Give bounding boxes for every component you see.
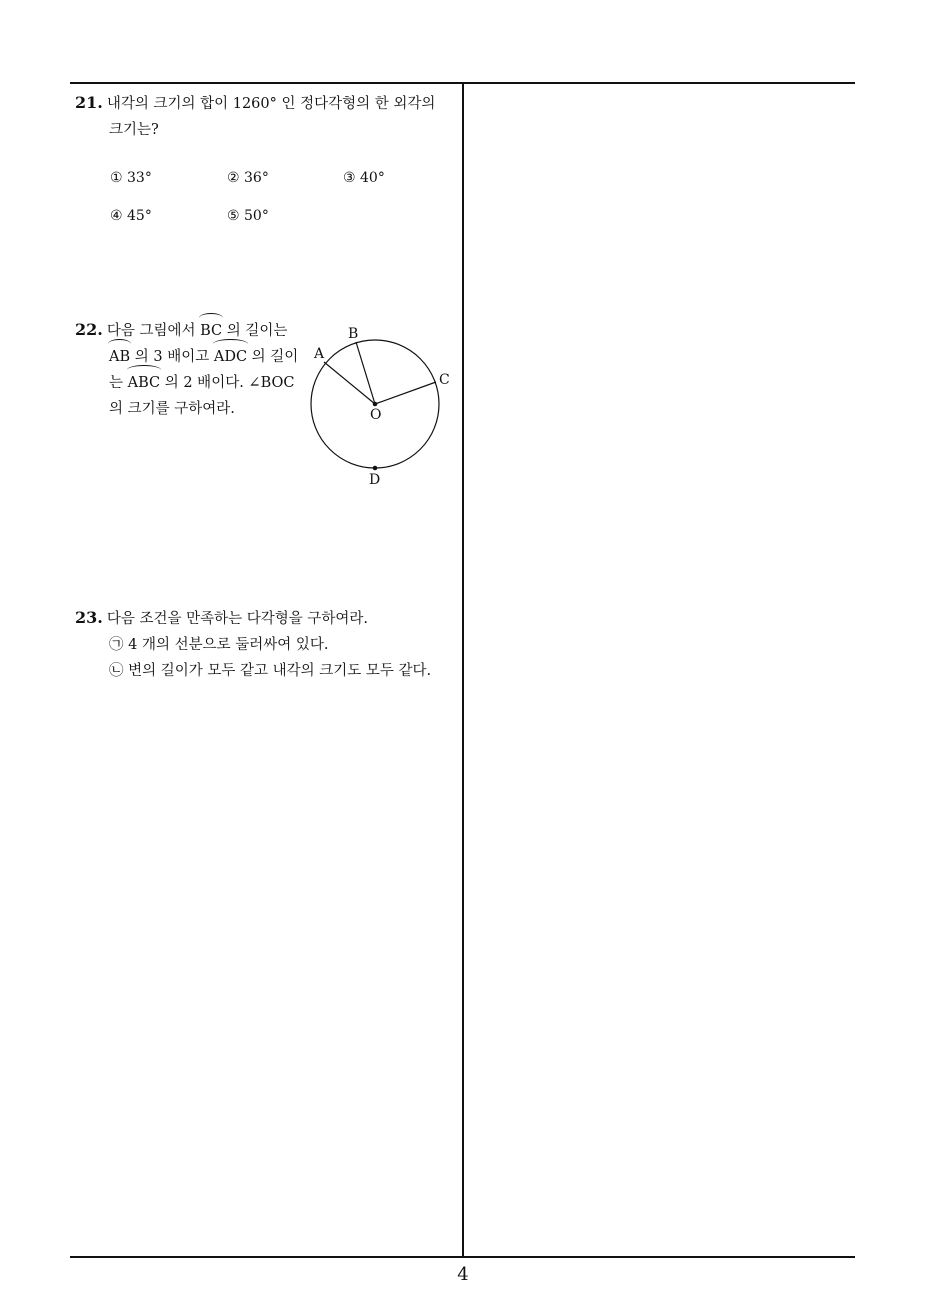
radius-oc <box>375 382 436 404</box>
question-text: 다음 조건을 만족하는 다각형을 구하여라. <box>106 611 369 627</box>
arc-ab-label: AB <box>109 344 130 370</box>
question-number: 21. <box>75 93 103 112</box>
question-text-cont: 크기는? <box>109 122 159 138</box>
choice-1[interactable]: ① 33° <box>110 170 152 186</box>
arc-bc-label: BC <box>200 318 222 344</box>
question-text: 내각의 크기의 합이 1260° 인 정다각형의 한 외각의 <box>106 96 436 112</box>
question-22 <box>75 317 305 422</box>
question-number: 22. <box>75 320 103 339</box>
question-23-line1 <box>75 605 460 632</box>
choice-4[interactable]: ④ 45° <box>110 208 152 224</box>
text: 다음 그림에서 <box>106 323 201 339</box>
page-number: 4 <box>457 1264 469 1285</box>
question-number: 23. <box>75 608 103 627</box>
label-a: A <box>314 346 325 362</box>
question-21-line1 <box>75 90 465 117</box>
column-divider <box>462 82 464 1258</box>
question-21 <box>75 90 465 143</box>
text: 는 <box>109 375 128 391</box>
label-b: B <box>348 326 359 342</box>
condition-2: ㉡ 변의 길이가 모두 같고 내각의 크기도 모두 같다. <box>109 663 432 679</box>
bottom-rule <box>70 1256 855 1258</box>
label-c: C <box>439 372 450 388</box>
choice-3[interactable]: ③ 40° <box>343 170 385 186</box>
center-point <box>373 402 378 407</box>
text: 의 길이 <box>247 349 299 365</box>
text: 의 3 배이고 <box>130 349 214 365</box>
question-21-choices <box>110 170 450 230</box>
question-23 <box>75 605 460 684</box>
condition-1: ㉠ 4 개의 선분으로 둘러싸여 있다. <box>109 637 329 653</box>
label-d: D <box>369 472 381 488</box>
question-22-line4: 의 크기를 구하여라. <box>109 401 235 417</box>
choice-5[interactable]: ⑤ 50° <box>227 208 269 224</box>
arc-abc-label: ABC <box>128 370 161 396</box>
question-22-line3 <box>75 370 305 396</box>
text: 의 2 배이다. ∠BOC <box>160 375 295 391</box>
question-22-line2 <box>75 344 305 370</box>
point-d <box>373 466 378 471</box>
radius-ob <box>356 342 375 404</box>
arc-adc-label: ADC <box>214 344 247 370</box>
choice-2[interactable]: ② 36° <box>227 170 269 186</box>
circle-figure <box>300 320 470 495</box>
text: 의 길이는 <box>222 323 288 339</box>
radius-oa <box>324 362 375 404</box>
label-o: O <box>370 407 382 423</box>
